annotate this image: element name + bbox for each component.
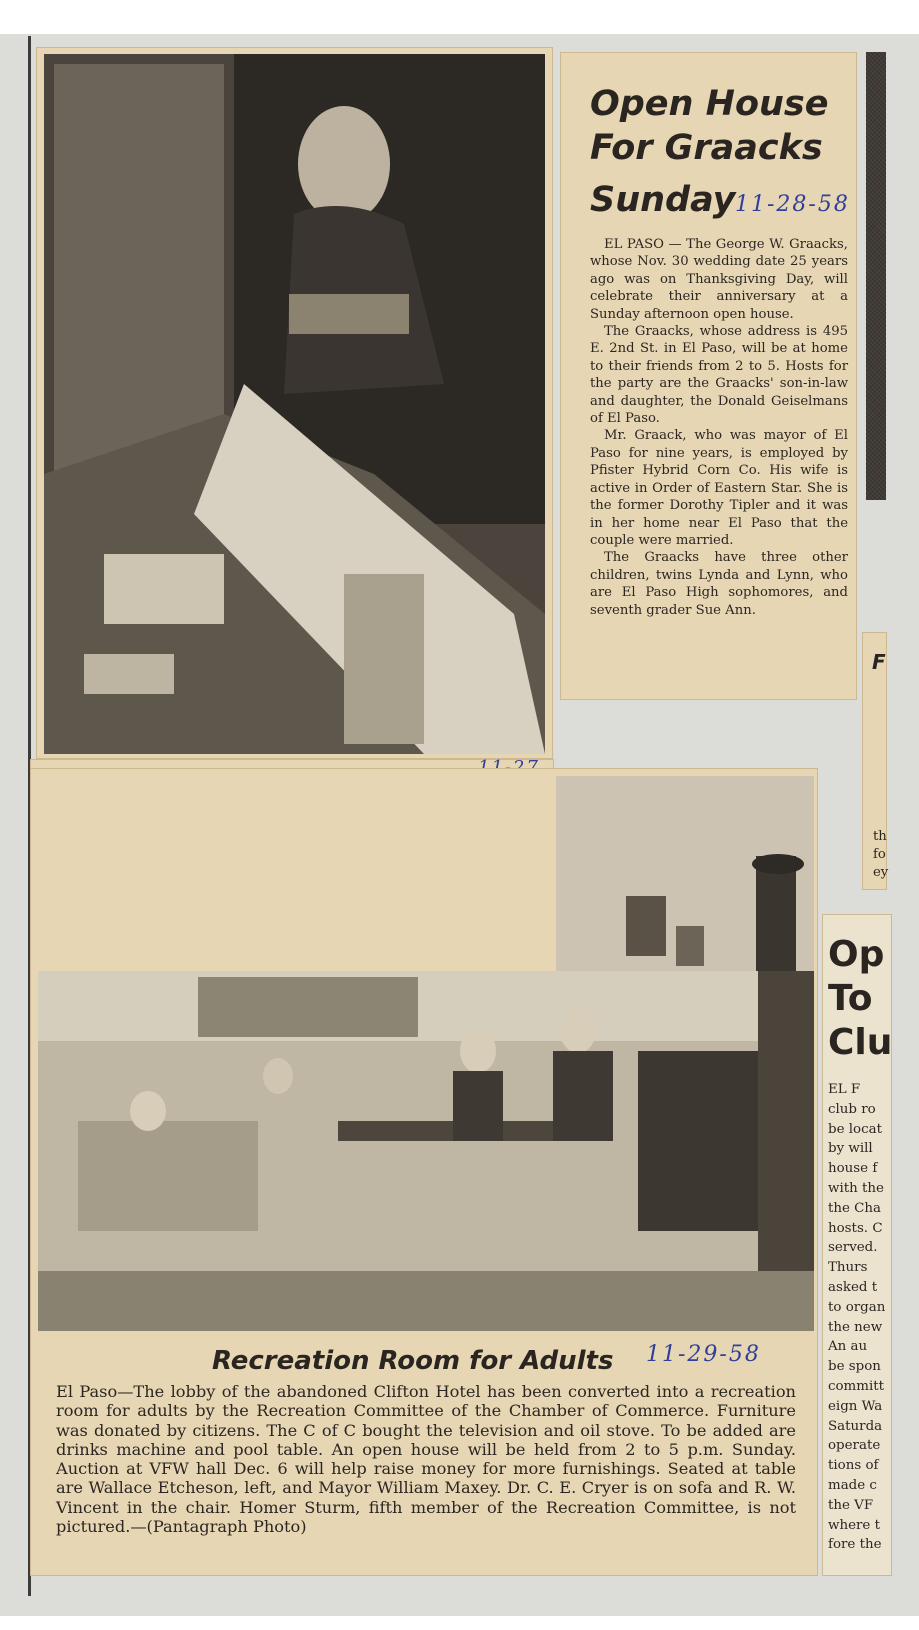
graacks-article-clipping	[560, 52, 857, 700]
club-headline-fragment-1: Op	[828, 934, 885, 975]
club-text-line: An au	[828, 1339, 868, 1355]
club-text-line: served.	[828, 1240, 878, 1256]
recreation-headline: Recreation Room for Adults	[212, 1346, 614, 1376]
graacks-paragraph-2: The Graacks, whose address is 495 E. 2nd St. in El Paso, will be at home to their friends from 2 to 5. Hosts for the party are the Graacks' son-in-law and daughter, the Donald Geiselmans of El Paso.	[590, 324, 848, 427]
recreation-date-note: 11-29-58	[646, 1342, 761, 1367]
club-text-line: the Cha	[828, 1200, 882, 1216]
club-text-line: be locat	[828, 1121, 882, 1137]
graacks-headline-line1: Open House	[590, 84, 829, 124]
club-text-line: Thurs	[828, 1260, 868, 1276]
edge-photo-fragment	[866, 52, 886, 500]
club-text-line: house f	[828, 1161, 878, 1177]
club-text-line: the VF	[828, 1497, 874, 1513]
club-text-line: where t	[828, 1517, 880, 1533]
club-text-line: to organ	[828, 1299, 886, 1315]
club-text-line: Saturda	[828, 1418, 883, 1434]
recreation-room-illustration	[38, 971, 814, 1331]
club-text-line: eign Wa	[828, 1398, 883, 1414]
club-text-lines	[828, 1080, 892, 1555]
club-headline-fragment-2: To	[828, 978, 873, 1019]
bible-photo-clipping	[36, 47, 553, 759]
partial-clipping-heading: F	[872, 650, 886, 674]
club-headline-fragment-3: Clu	[828, 1022, 893, 1063]
club-text-line: by will	[828, 1141, 873, 1157]
graacks-headline-line2: For Graacks	[590, 128, 823, 168]
partial-club-clipping	[822, 914, 892, 1576]
recreation-caption-text: El Paso—The lobby of the abandoned Clifton Hotel has been converted into a recreation room for adults by the Recreation Committee of the Chamber of Commerce. Furniture was donated by citizens. The C of C bought the television and oil stove. To be added are drinks machine and pool table. An open house will be held from 2 to 5 p.m. Sunday. Auction at VFW hall Dec. 6 will help raise money for more furnishings. Seated at table are Wallace Etcheson, left, and Mayor William Maxey. Dr. C. E. Cryer is on sofa and R. W. Vincent in the chair. Homer Sturm, fifth member of the Recreation Committee, is not pictured.—(Pantagraph Photo)	[56, 1382, 796, 1537]
graacks-date-note: 11-28-58	[735, 192, 850, 217]
partial-clipping-line-3: ey	[873, 865, 889, 880]
club-text-line: asked t	[828, 1279, 878, 1295]
recreation-room-photo	[38, 971, 814, 1331]
graacks-paragraph-3: Mr. Graack, who was mayor of El Paso for nine years, is employed by Pfister Hybrid Corn Co. His wife is active in Order of Eastern Star. She is the former Dorothy Tipler and it was in her home near El Paso that the couple were married.	[590, 428, 848, 548]
graacks-headline-line3: Sunday	[590, 180, 736, 220]
bible-photo-illustration	[44, 54, 545, 754]
club-text-line: fore the	[828, 1537, 882, 1553]
club-text-line: the new	[828, 1319, 883, 1335]
graacks-paragraph-4: The Graacks have three other children, twins Lynda and Lynn, who are El Paso High sophomores, and seventh grader Sue Ann.	[590, 550, 848, 618]
recreation-room-illustration-upper	[556, 776, 814, 971]
recreation-room-clipping	[30, 768, 818, 1576]
club-text-line: hosts. C	[828, 1220, 883, 1236]
bible-photo	[44, 54, 545, 754]
graacks-paragraph-1: EL PASO — The George W. Graacks, whose Nov. 30 wedding date 25 years ago was on Thanksgiving Day, will celebrate their anniversary at a Sunday afternoon open house.	[590, 237, 848, 322]
club-text-line: with the	[828, 1180, 884, 1196]
club-text-line: club ro	[828, 1101, 876, 1117]
club-text-line: tions of	[828, 1458, 879, 1474]
club-text-line: operate	[828, 1438, 881, 1454]
partial-clipping-line-2: fo	[873, 847, 886, 862]
club-text-line: committ	[828, 1378, 885, 1394]
partial-clipping-line-1: th	[873, 829, 887, 844]
recreation-room-photo-upper	[556, 776, 814, 971]
partial-clipping-middle	[862, 632, 887, 890]
club-text-line: be spon	[828, 1359, 881, 1375]
club-text-line: made c	[828, 1477, 877, 1493]
club-text-line: EL F	[828, 1082, 861, 1097]
graacks-article-body	[590, 236, 848, 619]
